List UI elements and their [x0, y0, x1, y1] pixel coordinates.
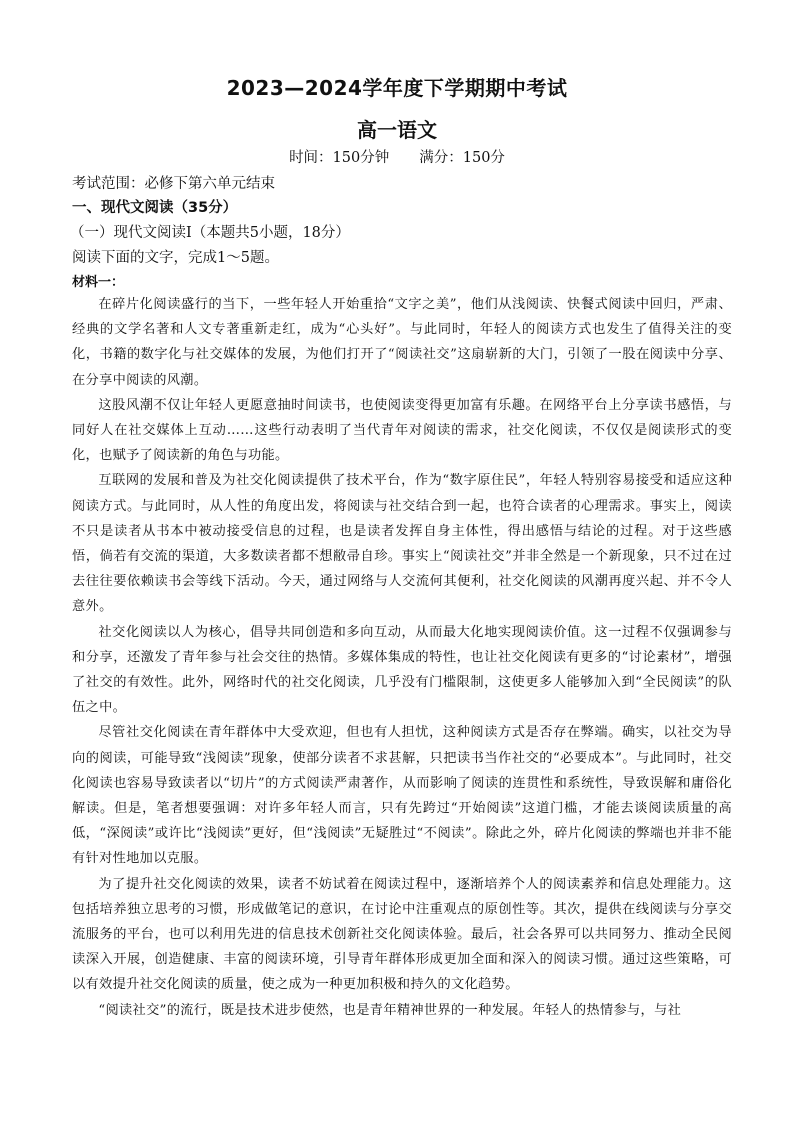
paragraph: 社交化阅读以人为核心，倡导共同创造和多向互动，从而最大化地实现阅读价值。这一过程不仅强调参与和分享，还激发了青年参与社会交往的热情。多媒体集成的特性，也让社交化阅读有更多的“讨论素材”，增强了社交的有效性。此外，网络时代的社交化阅读，几乎没有门槛限制，这使更多人能够加入到“全民阅读”的队伍之中。: [72, 624, 732, 716]
paragraph: 互联网的发展和普及为社交化阅读提供了技术平台，作为“数字原住民”，年轻人特别容易接受和适应这种阅读方式。与此同时，从人性的角度出发，将阅读与社交结合到一起，也符合读者的心理需求。事实上，阅读不只是读者从书本中被动接受信息的过程，也是读者发挥自身主体性，得出感悟与结论的过程。对于这些感悟，倘若有交流的渠道，大多数读者都不想敝帚自珍。事实上“阅读社交”并非全然是一个新现象，只不过在过去往往要依赖读书会等线下活动。今天，通过网络与人交流何其便利，社交化阅读的风潮再度兴起、并不令人意外。: [72, 473, 732, 615]
paragraph: 尽管社交化阅读在青年群体中大受欢迎，但也有人担忧，这种阅读方式是否存在弊端。确实，以社交为导向的阅读，可能导致“浅阅读”现象，使部分读者不求甚解，只把读书当作社交的“必要成本”。与此同时，社交化阅读也容易导致读者以“切片”的方式阅读严肃著作，从而影响了阅读的连贯性和系统性，导致误解和庸俗化解读。但是，笔者想要强调：对许多年轻人而言，只有先跨过“开始阅读”这道门槛，才能去谈阅读质量的高低，“深阅读”或许比“浅阅读”更好，但“浅阅读”无疑胜过“不阅读”。除此之外，碎片化阅读的弊端也并非不能有针对性地加以克服。: [72, 725, 732, 867]
subject-title: 高一语文: [357, 118, 437, 142]
material-text: [72, 292, 732, 1023]
reading-instruction: 阅读下面的文字，完成1～5题。: [72, 250, 279, 266]
paragraph: 这股风潮不仅让年轻人更愿意抽时间读书，也使阅读变得更加富有乐趣。在网络平台上分享读书感悟，与同好人在社交媒体上互动……这些行动表明了当代青年对阅读的需求，社交化阅读，不仅仅是阅读形式的变化，也赋予了阅读新的角色与功能。: [72, 397, 732, 464]
exam-title: 2023—2024学年度下学期期中考试: [226, 76, 568, 100]
exam-score: 满分：150分: [419, 150, 505, 166]
exam-time: 时间：150分钟: [289, 150, 390, 166]
exam-meta: [0, 146, 794, 167]
paragraph: “阅读社交”的流行，既是技术进步使然，也是青年精神世界的一种发展。年轻人的热情参与，与社: [98, 1002, 682, 1018]
paragraph: 为了提升社交化阅读的效果，读者不妨试着在阅读过程中，逐渐培养个人的阅读素养和信息处理能力。这包括培养独立思考的习惯，形成做笔记的意识，在讨论中注重观点的原创性等。其次，提供在线阅读与分享交流服务的平台，也可以利用先进的信息技术创新社交化阅读体验。最后，社会各界可以共同努力、推动全民阅读深入开展，创造健康、丰富的阅读环境，引导青年群体形成更加全面和深入的阅读习惯。通过这些策略，可以有效提升社交化阅读的质量，使之成为一种更加积极和持久的文化趋势。: [72, 876, 732, 993]
subsection-heading: （一）现代文阅读Ⅰ（本题共5小题，18分）: [70, 225, 350, 241]
section-heading: 一、现代文阅读（35分）: [72, 200, 238, 216]
paragraph: 在碎片化阅读盛行的当下，一些年轻人开始重拾“文字之美”，他们从浅阅读、快餐式阅读中回归，严肃、经典的文学名著和人文专著重新走红，成为“心头好”。与此同时，年轻人的阅读方式也发生了值得关注的变化，书籍的数字化与社交媒体的发展，为他们打开了“阅读社交”这扇崭新的大门，引领了一股在阅读中分享、在分享中阅读的风潮。: [72, 297, 732, 388]
material-label: 材料一：: [72, 275, 125, 290]
exam-scope: 考试范围：必修下第六单元结束: [72, 176, 275, 192]
